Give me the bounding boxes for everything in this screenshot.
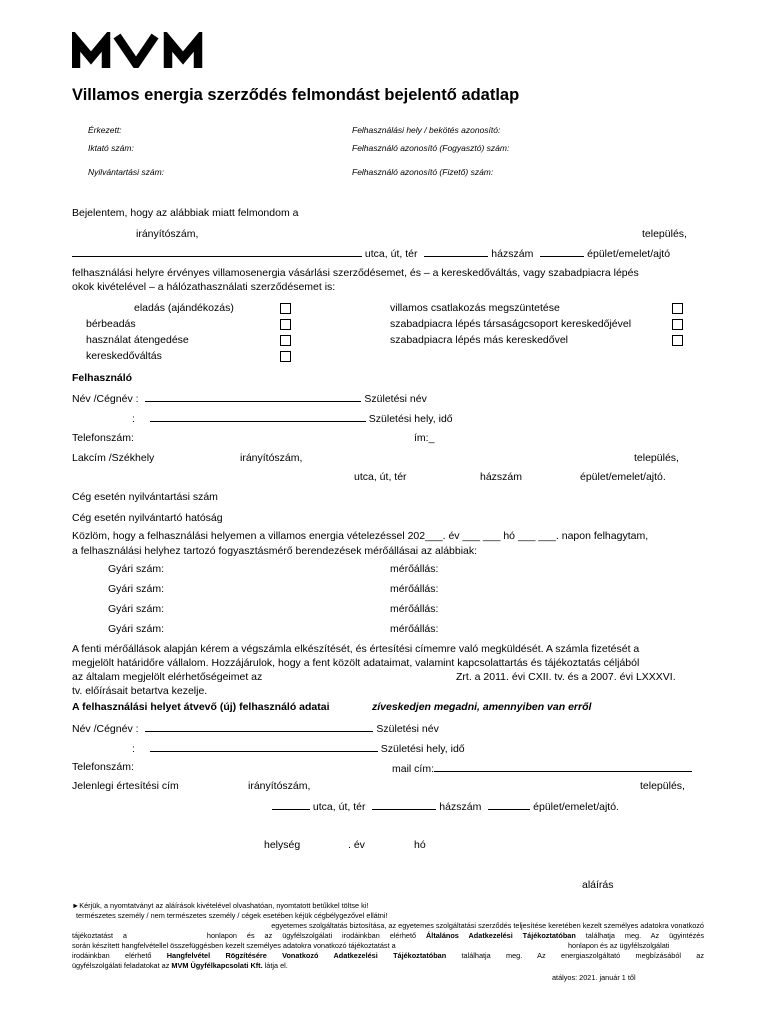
place-id-label: Felhasználási hely / bekötés azonosító: [352, 125, 501, 135]
declaration-body-line2: okok kivételével – a hálózathasználati szerződésemet is: [72, 281, 336, 293]
new-consumer-address-label: Jelenlegi értesítési cím [72, 780, 179, 792]
new-consumer-email-row[interactable] [392, 761, 692, 775]
reason-checkbox-transfer[interactable] [280, 335, 291, 346]
footnote-privacy-line5-c: látja el. [264, 961, 288, 970]
reason-checkbox-free-market-other[interactable] [672, 335, 683, 346]
final-bill-line3b: Zrt. a 2011. évi CXII. tv. és a 2007. évi LXXXVI. [456, 671, 676, 683]
footnote-privacy-line1: egyetemes szolgáltatás biztosítása, az egyetemes szolgáltatási szerződés teljesítése keretében kezelt személyes adatokra vonatkozó [271, 921, 704, 930]
reason-label-transfer: használat átengedése [86, 334, 189, 346]
new-consumer-house-number-blank[interactable] [488, 799, 530, 810]
new-consumer-birth-blank[interactable] [150, 741, 378, 752]
filing-number-label: Iktató szám: [88, 143, 134, 153]
meter-reading-label-3: mérőállás: [390, 603, 439, 615]
arrived-label: Érkezett: [88, 125, 122, 135]
new-consumer-phone-label: Telefonszám: [72, 761, 134, 773]
meter-serial-label-1: Gyári szám: [108, 563, 165, 575]
new-consumer-name-blank[interactable] [145, 721, 373, 732]
footnote-privacy-line4-b: Hangfelvétel Rögzítésére Vonatkozó Adatkezelési Tájékoztatóban [166, 951, 447, 960]
footnote-privacy-line4-c: találhatja meg. Az energiaszolgáltató megbízásából az [461, 951, 705, 960]
meter-text-line2: a felhasználási helyhez tartozó fogyasztásmérő berendezések mérőállásai az alábbiak: [72, 545, 478, 557]
consumer-street-label: utca, út, tér [354, 471, 407, 483]
consumer-birth-row[interactable] [132, 411, 453, 425]
house-number-blank[interactable] [540, 246, 584, 257]
new-consumer-name-row[interactable] [72, 721, 439, 735]
declaration-zip-label: irányítószám, [136, 228, 199, 240]
meter-text-line1: Közlöm, hogy a felhasználási helyemen a villamos energia vételezéssel 202___. év ___ ___ hó ___ ___. napon felhagytam, [72, 530, 649, 542]
footnote-instruction: ►Kérjük, a nyomtatványt az aláírások kivételével olvashatóan, nyomtatott betűkkel töltse ki! [72, 901, 369, 910]
reason-checkbox-supplier-change[interactable] [280, 351, 291, 362]
consumer-house-number-label: házszám [480, 471, 523, 483]
signing-year-label: . év [348, 839, 365, 851]
consumer-building-label: épület/emelet/ajtó. [580, 471, 666, 483]
meter-serial-label-3: Gyári szám: [108, 603, 165, 615]
consumer-birth-name-label: Születési név [364, 393, 427, 405]
reason-label-supplier-change: kereskedőváltás [86, 350, 162, 362]
meter-reading-label-4: mérőállás: [390, 623, 439, 635]
reason-label-lease: bérbeadás [86, 318, 136, 330]
consumer-colon: : [132, 413, 135, 425]
reason-checkbox-free-market-group[interactable] [672, 319, 683, 330]
page-title: Villamos energia szerződés felmondást bejelentő adatlap [72, 86, 520, 104]
footnote-privacy-line5-a: ügyfélszolgálati feladatokat az [72, 961, 170, 970]
new-consumer-street-type-blank[interactable] [372, 799, 436, 810]
footnote-privacy-line5-b: MVM Ügyfélkapcsolati Kft. [171, 961, 263, 970]
footnote-person-type: természetes személy / nem természetes személy / cégek esetében kéjük cégbélygezővel ellátni! [76, 911, 388, 920]
new-consumer-heading-note: zíveskedjen megadni, amennyiben van erről [372, 701, 592, 713]
company-authority-label: Cég esetén nyilvántartó hatóság [72, 512, 223, 524]
signing-month-label: hó [414, 839, 426, 851]
house-number-label: házszám [491, 248, 534, 260]
new-consumer-email-label: mail cím: [392, 763, 434, 775]
new-consumer-birth-name-label: Születési név [376, 723, 439, 735]
building-label: épület/emelet/ajtó [587, 248, 671, 260]
consumer-id-label: Felhasználó azonosító (Fogyasztó) szám: [352, 143, 510, 153]
street-type-blank[interactable] [424, 246, 488, 257]
consumer-name-blank[interactable] [145, 391, 361, 402]
meter-serial-label-2: Gyári szám: [108, 583, 165, 595]
new-consumer-building-label: épület/emelet/ajtó. [533, 801, 619, 813]
new-consumer-heading: A felhasználási helyet átvevő (új) felhasználó adatai [72, 701, 330, 713]
final-bill-line2: megjelölt határidőre vállalom. Hozzájárulok, hogy a fent közölt adataimat, valamint kapcsolattartás és tájékoztatás céljából [72, 657, 640, 669]
meter-reading-label-2: mérőállás: [390, 583, 439, 595]
street-blank[interactable] [72, 246, 362, 257]
registry-number-label: Nyilvántartási szám: [88, 167, 165, 177]
new-consumer-street-blank[interactable] [272, 799, 310, 810]
company-registry-label: Cég esetén nyilvántartási szám [72, 491, 218, 503]
footnote-privacy-line3a: során készített hangfelvétellel összefüggésben kezelt személyes adatokra vonatkozó tájékoztatást a [72, 941, 396, 950]
footnote-privacy-line2-a: tájékoztatást a [72, 931, 127, 940]
reason-label-sale: eladás (ajándékozás) [134, 302, 234, 314]
consumer-birth-blank[interactable] [150, 411, 366, 422]
footnote-privacy-line4-a: irodáinkban elérhető [72, 951, 152, 960]
payer-id-label: Felhasználó azonosító (Fizető) szám: [352, 167, 494, 177]
new-consumer-settlement-label: település, [640, 780, 685, 792]
declaration-address-line[interactable] [72, 246, 670, 260]
declaration-body-line1: felhasználási helyre érvényes villamosenergia vásárlási szerződésemet, és – a kereskedőváltás, vagy szabadpiacra lépés [72, 267, 639, 279]
effective-date: atályos: 2021. január 1 től [552, 973, 636, 982]
declaration-intro: Bejelentem, hogy az alábbiak miatt felmondom a [72, 207, 299, 219]
new-consumer-email-blank[interactable] [434, 761, 692, 772]
reason-label-free-market-group: szabadpiacra lépés társaságcsoport kereskedőjével [390, 318, 632, 330]
reason-checkbox-lease[interactable] [280, 319, 291, 330]
reason-label-free-market-other: szabadpiacra lépés más kereskedővel [390, 334, 569, 346]
footnote-privacy-line2-b: honlapon és az ügyfélszolgálati irodáinkban elérhető [206, 931, 417, 940]
new-consumer-address-line[interactable] [272, 799, 619, 813]
consumer-email-label: ím:_ [414, 432, 435, 444]
footnote-privacy-line3b: honlapon és az ügyfélszolgálati [568, 941, 670, 950]
consumer-settlement-label: település, [634, 452, 679, 464]
consumer-zip-label: irányítószám, [240, 452, 303, 464]
consumer-birth-place-label: Születési hely, idő [368, 413, 453, 425]
consumer-heading: Felhasználó [72, 372, 133, 384]
mvm-logo [72, 32, 218, 68]
reason-label-disconnection: villamos csatlakozás megszüntetése [390, 302, 560, 314]
new-consumer-birth-place-label: Születési hely, idő [380, 743, 465, 755]
footnote-privacy-line5 [72, 961, 288, 970]
signature-label: aláírás [582, 879, 614, 891]
new-consumer-name-label: Név /Cégnév : [72, 723, 139, 735]
declaration-settlement-label: település, [642, 228, 687, 240]
street-label: utca, út, tér [364, 248, 418, 260]
new-consumer-colon: : [132, 743, 135, 755]
consumer-name-row[interactable] [72, 391, 427, 405]
new-consumer-street-label: utca, út, tér [312, 801, 366, 813]
meter-reading-label-1: mérőállás: [390, 563, 439, 575]
consumer-phone-label: Telefonszám: [72, 432, 134, 444]
final-bill-line1: A fenti mérőállások alapján kérem a végszámla elkészítését, és értesítési címemre való megküldését. A számla fizetését a [72, 643, 640, 655]
footnote-privacy-line2 [72, 931, 704, 940]
final-bill-line4: tv. előírásait betartva kezelje. [72, 685, 208, 697]
consumer-name-label: Név /Cégnév : [72, 393, 139, 405]
footnote-privacy-line4 [72, 951, 704, 960]
new-consumer-birth-row[interactable] [132, 741, 465, 755]
new-consumer-zip-label: irányítószám, [248, 780, 311, 792]
reason-checkbox-disconnection[interactable] [672, 303, 683, 314]
footnote-privacy-line2-c: Általános Adatkezelési Tájékoztatóban [426, 931, 576, 940]
final-bill-line3a: az általam megjelölt elérhetőségeimet az [72, 671, 263, 683]
consumer-address-label: Lakcím /Székhely [72, 452, 155, 464]
reason-checkbox-sale[interactable] [280, 303, 291, 314]
signing-place-label: helység [264, 839, 301, 851]
footnote-privacy-line2-d: találhatja meg. Az ügyintézés [585, 931, 705, 940]
meter-serial-label-4: Gyári szám: [108, 623, 165, 635]
new-consumer-house-number-label: házszám [439, 801, 482, 813]
